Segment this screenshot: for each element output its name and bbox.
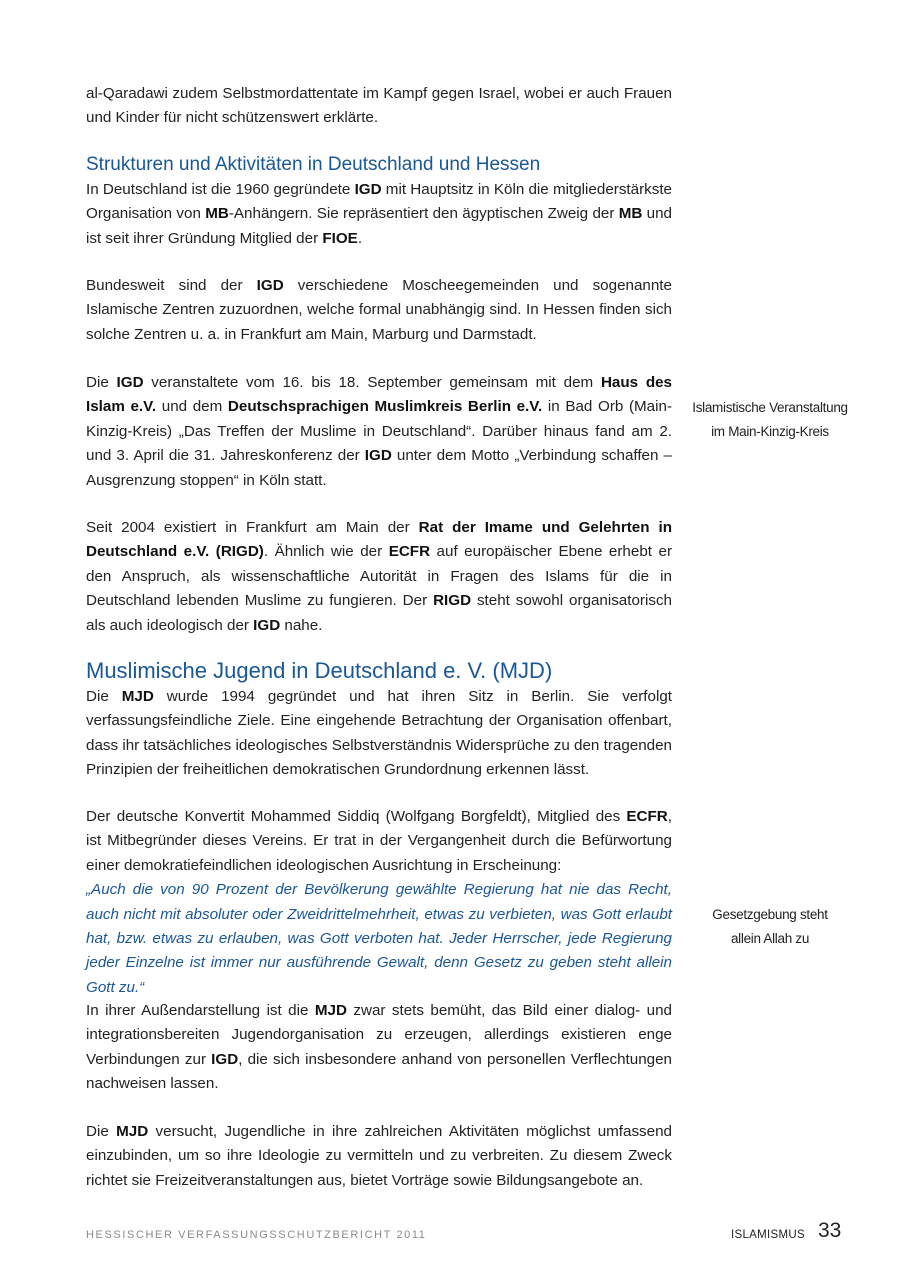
margin-note-line: im Main-Kinzig-Kreis [711,424,829,440]
margin-note-main-kinzig [690,396,850,445]
section-heading-strukturen: Strukturen und Aktivitäten in Deutschland und Hessen [86,154,541,175]
paragraph-mjd-activities: Die MJD versucht, Jugendliche in ihre zahlreichen Aktivitäten möglichst umfassend einzubinden, um so ihre Ideologie zu vermitteln und zu verbreiten. Zu diesem Zweck richtet sie Freizeitveranstaltungen aus, bietet Vorträge sowie Bildungsangebote an. [86,1123,672,1189]
paragraph-igd-overview: In Deutschland ist die 1960 gegründete IGD mit Hauptsitz in Köln die mitgliederstärkste Organisation von MB-Anhängern. Sie repräsentiert den ägyptischen Zweig der MB und ist seit ihrer Gründung Mitglied der FIOE. [86,181,672,247]
paragraph-rigd: Seit 2004 existiert in Frankfurt am Main der Rat der Imame und Gelehrten in Deutschland e.V. (RIGD). Ähnlich wie der ECFR auf europäischer Ebene erhebt er den Anspruch, als wissenschaftliche Autorität in Fragen des Islams für die in Deutschland lebenden Muslime zu fungieren. Der RIGD steht sowohl organisatorisch als auch ideologisch der IGD nahe. [86,519,672,634]
section-heading-mjd: Muslimische Jugend in Deutschland e. V. (MJD) [86,658,553,683]
paragraph-igd-events: Die IGD veranstaltete vom 16. bis 18. September gemeinsam mit dem Haus des Islam e.V. und dem Deutschsprachigen Muslimkreis Berlin e.V. in Bad Orb (Main-Kinzig-Kreis) „Das Treffen der Muslime in Deutschland“. Darüber hinaus fand am 2. und 3. April die 31. Jahreskonferenz der IGD unter dem Motto „Verbindung schaffen – Ausgrenzung stoppen“ in Köln statt. [86,374,673,489]
margin-note-line: Islamistische Veranstaltung [692,400,848,415]
paragraph-mjd-founder: Der deutsche Konvertit Mohammed Siddiq (Wolfgang Borgfeldt), Mitglied des ECFR, ist Mitbegründer dieses Vereins. Er trat in der Vergangenheit durch die Befürwortung einer demokratiefeindlichen ideologischen Ausrichtung in Erscheinung: „Auch die von 90 Prozent der Bevölkerung gewählte Regierung hat nie das Recht, auch nicht mit absoluter oder Zweidrittelmehrheit, etwas zu verbieten, was Gott erlaubt hat, bzw. etwas zu erlauben, was Gott verboten hat. Jeder Herrscher, jede Regierung jeder Einzelne ist immer nur ausführende Gewalt, denn Gesetz zu geben steht allein Gott zu.“ [86,808,672,996]
margin-note-line: allein Allah zu [730,931,810,947]
footer-publication-title: HESSISCHER VERFASSUNGSSCHUTZBERICHT 2011 [86,1229,427,1241]
paragraph-igd-centers: Bundesweit sind der IGD verschiedene Moscheegemeinden und sogenannte Islamische Zentren zuzuordnen, welche formal unabhängig sind. In Hessen finden sich solche Zentren u. a. in Frankfurt am Main, Marburg und Darmstadt. [86,277,672,343]
margin-note-line: Gesetzgebung steht [712,907,828,922]
footer-section-name: ISLAMISMUS [731,1229,805,1241]
quote-siddiq: „Auch die von 90 Prozent der Bevölkerung gewählte Regierung hat nie das Recht, auch nicht mit absoluter oder Zweidrittelmehrheit, etwas zu verbieten, was Gott erlaubt hat, bzw. etwas zu erlauben, was Gott verboten hat. Jeder Herrscher, jede Regierung jeder Einzelne ist immer nur ausführende Gewalt, denn Gesetz zu geben steht allein Gott zu.“ [86,881,672,996]
paragraph-mjd-intro: Die MJD wurde 1994 gegründet und hat ihren Sitz in Berlin. Sie verfolgt verfassungsfeindliche Ziele. Eine eingehende Betrachtung der Organisation offenbart, dass ihr tatsächliches ideologisches Selbstverständnis Widersprüche zu den tragenden Prinzipien der freiheitlichen demokratischen Grundordnung erkennen lässt. [86,688,672,779]
paragraph-mjd-connections: In ihrer Außendarstellung ist die MJD zwar stets bemüht, das Bild einer dialog- und integrationsbereiten Jugendorganisation zu erzeugen, allerdings existieren enge Verbindungen zur IGD, die sich insbesondere anhand von personellen Verflechtungen nachweisen lassen. [86,1002,673,1093]
intro-paragraph: al-Qaradawi zudem Selbstmordattentate im Kampf gegen Israel, wobei er auch Frauen und Kinder für nicht schützenswert erklärte. [86,85,672,127]
margin-note-gesetzgebung [690,903,850,952]
page-number: 33 [818,1219,842,1242]
